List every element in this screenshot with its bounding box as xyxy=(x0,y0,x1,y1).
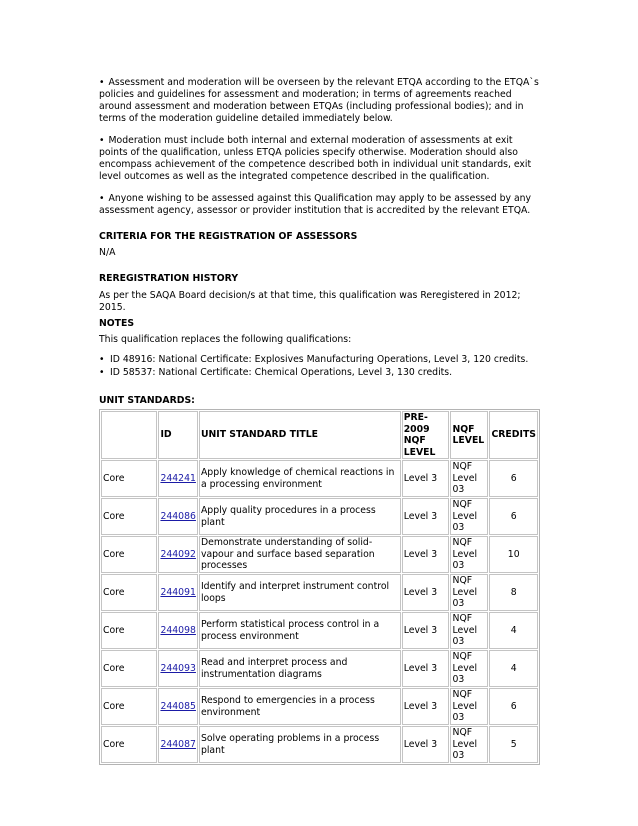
unit-standard-link[interactable]: 244098 xyxy=(160,624,196,636)
table-row xyxy=(101,688,538,725)
cell-credits: 6 xyxy=(489,498,538,535)
bullet-paragraph xyxy=(99,77,539,125)
cell-nqf-level: NQF Level 03 xyxy=(450,574,488,611)
cell-type: Core xyxy=(101,726,157,763)
cell-title: Identify and interpret instrument control loops xyxy=(199,574,401,611)
list-item xyxy=(99,366,528,379)
cell-type: Core xyxy=(101,574,157,611)
cell-id xyxy=(158,612,198,649)
cell-id xyxy=(158,498,198,535)
cell-id xyxy=(158,574,198,611)
column-header-id: ID xyxy=(158,411,198,459)
cell-type: Core xyxy=(101,498,157,535)
list-item xyxy=(99,353,528,366)
criteria-text: N/A xyxy=(99,247,116,258)
bullet-dot: • xyxy=(99,354,105,365)
table-row xyxy=(101,460,538,497)
cell-title: Read and interpret process and instrumentation diagrams xyxy=(199,650,401,687)
cell-id xyxy=(158,460,198,497)
cell-title: Apply quality procedures in a process plant xyxy=(199,498,401,535)
cell-nqf-level: NQF Level 03 xyxy=(450,650,488,687)
cell-pre2009-level: Level 3 xyxy=(402,650,450,687)
table-row xyxy=(101,612,538,649)
cell-nqf-level: NQF Level 03 xyxy=(450,688,488,725)
column-header-credits: CREDITS xyxy=(489,411,538,459)
cell-credits: 6 xyxy=(489,688,538,725)
column-header-nqf-level: NQF LEVEL xyxy=(450,411,488,459)
bullet-text: Anyone wishing to be assessed against this Qualification may apply to be assessed by any assessment agency, assessor or provider institution that is accredited by the relevant ETQA. xyxy=(99,193,532,216)
cell-id xyxy=(158,688,198,725)
cell-pre2009-level: Level 3 xyxy=(402,498,450,535)
cell-id xyxy=(158,726,198,763)
cell-type: Core xyxy=(101,460,157,497)
cell-title: Apply knowledge of chemical reactions in a processing environment xyxy=(199,460,401,497)
cell-type: Core xyxy=(101,688,157,725)
bullet-dot: • xyxy=(99,135,105,146)
list-item-text: ID 58537: National Certificate: Chemical Operations, Level 3, 130 credits. xyxy=(110,367,453,378)
cell-nqf-level: NQF Level 03 xyxy=(450,460,488,497)
cell-title: Demonstrate understanding of solid-vapour and surface based separation processes xyxy=(199,536,401,573)
unit-standards-table xyxy=(99,409,540,765)
cell-title: Respond to emergencies in a process environment xyxy=(199,688,401,725)
cell-pre2009-level: Level 3 xyxy=(402,612,450,649)
table-row xyxy=(101,726,538,763)
cell-credits: 5 xyxy=(489,726,538,763)
cell-pre2009-level: Level 3 xyxy=(402,688,450,725)
cell-pre2009-level: Level 3 xyxy=(402,574,450,611)
cell-pre2009-level: Level 3 xyxy=(402,726,450,763)
unit-standard-link[interactable]: 244092 xyxy=(160,548,196,560)
bullet-dot: • xyxy=(99,367,105,378)
cell-nqf-level: NQF Level 03 xyxy=(450,536,488,573)
cell-credits: 4 xyxy=(489,650,538,687)
unit-standard-link[interactable]: 244086 xyxy=(160,510,196,522)
reregistration-text: As per the SAQA Board decision/s at that time, this qualification was Reregistered in 2012; 2015. xyxy=(99,290,521,313)
bullet-text: Moderation must include both internal and external moderation of assessments at exit points of the qualification, unless ETQA policies specify otherwise. Moderation should also encompass achievement of the competence described both in individual unit standards, exit level outcomes as well as the integrated competence described in the qualification. xyxy=(99,135,532,182)
bullet-text: Assessment and moderation will be overseen by the relevant ETQA according to the ETQA`s policies and guidelines for assessment and moderation; in terms of agreements reached around assessment and moderation between ETQAs (including professional bodies); and in terms of the moderation guideline detailed immediately below. xyxy=(99,77,539,124)
cell-title: Solve operating problems in a process plant xyxy=(199,726,401,763)
cell-type: Core xyxy=(101,612,157,649)
cell-pre2009-level: Level 3 xyxy=(402,460,450,497)
unit-standard-link[interactable]: 244093 xyxy=(160,662,196,674)
bullet-paragraph xyxy=(99,193,539,217)
cell-id xyxy=(158,650,198,687)
notes-heading: NOTES xyxy=(99,318,135,329)
criteria-heading: CRITERIA FOR THE REGISTRATION OF ASSESSORS xyxy=(99,231,358,242)
reregistration-heading: REREGISTRATION HISTORY xyxy=(99,273,239,284)
unit-standard-link[interactable]: 244241 xyxy=(160,472,196,484)
cell-id xyxy=(158,536,198,573)
table-row xyxy=(101,498,538,535)
unit-standard-link[interactable]: 244085 xyxy=(160,700,196,712)
notes-intro: This qualification replaces the following qualifications: xyxy=(99,334,352,345)
unit-standard-link[interactable]: 244091 xyxy=(160,586,196,598)
unit-standards-heading: UNIT STANDARDS: xyxy=(99,395,195,406)
cell-type: Core xyxy=(101,650,157,687)
cell-credits: 4 xyxy=(489,612,538,649)
cell-credits: 6 xyxy=(489,460,538,497)
bullet-dot: • xyxy=(99,193,105,204)
list-item-text: ID 48916: National Certificate: Explosives Manufacturing Operations, Level 3, 120 credits. xyxy=(110,354,529,365)
cell-nqf-level: NQF Level 03 xyxy=(450,726,488,763)
cell-title: Perform statistical process control in a process environment xyxy=(199,612,401,649)
cell-credits: 8 xyxy=(489,574,538,611)
cell-nqf-level: NQF Level 03 xyxy=(450,498,488,535)
replaced-qualifications-list xyxy=(99,353,528,379)
unit-standard-link[interactable]: 244087 xyxy=(160,738,196,750)
table-row xyxy=(101,650,538,687)
table-row xyxy=(101,574,538,611)
column-header-title: UNIT STANDARD TITLE xyxy=(199,411,401,459)
column-header-pre2009-level: PRE-2009 NQF LEVEL xyxy=(402,411,450,459)
cell-type: Core xyxy=(101,536,157,573)
column-header-type xyxy=(101,411,157,459)
table-header-row xyxy=(101,411,538,459)
cell-credits: 10 xyxy=(489,536,538,573)
bullet-paragraph xyxy=(99,135,539,183)
cell-pre2009-level: Level 3 xyxy=(402,536,450,573)
bullet-dot: • xyxy=(99,77,105,88)
cell-nqf-level: NQF Level 03 xyxy=(450,612,488,649)
table-row xyxy=(101,536,538,573)
